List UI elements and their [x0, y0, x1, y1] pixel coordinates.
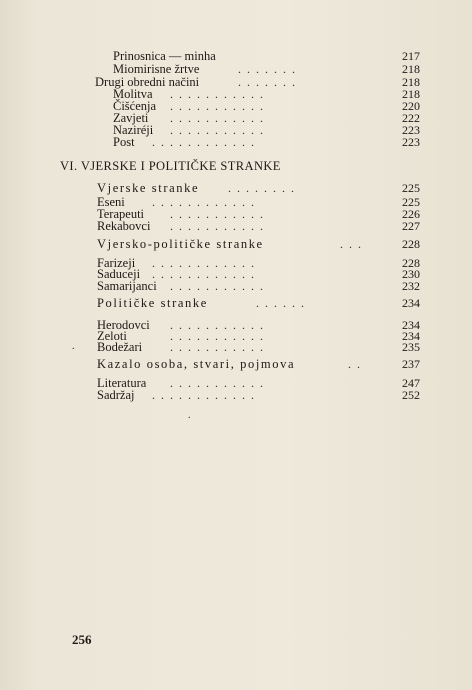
toc-entry-page: 225 — [402, 195, 420, 209]
toc-entry-page: 234 — [402, 329, 420, 343]
leader-dots: ............ — [152, 267, 260, 281]
leader-dots: ....... — [238, 62, 301, 76]
leader-dots: ........... — [170, 111, 269, 125]
toc-entry-label: Kazalo osoba, stvari, pojmova — [97, 357, 296, 371]
toc-entry — [0, 49, 472, 63]
page-number: 256 — [72, 632, 92, 647]
leader-dots: ........... — [170, 376, 269, 390]
toc-entry-label: Sadržaj — [97, 388, 135, 402]
toc-entry-label: Bodežari — [97, 340, 143, 354]
toc-entry-page: 235 — [402, 340, 420, 354]
toc-entry-page: 217 — [402, 49, 420, 63]
toc-entry-page: 230 — [402, 267, 420, 281]
leader-dots: ........... — [170, 329, 269, 343]
leader-dots: ........... — [170, 87, 269, 101]
toc-entry-label: Čišćenja — [113, 99, 157, 113]
leader-dots: ........... — [170, 219, 269, 233]
leader-dots: ............ — [152, 256, 260, 270]
toc-entry-page: 228 — [402, 237, 420, 251]
chapter-heading: VI. VJERSKE I POLITIČKE STRANKE — [60, 159, 281, 173]
toc-entry-page: 232 — [402, 279, 420, 293]
toc-entry-label: Političke stranke — [97, 296, 208, 310]
toc-entry-label: Zavjeti — [113, 111, 149, 125]
toc-section-heading — [0, 357, 472, 371]
toc-entry-page: 252 — [402, 388, 420, 402]
toc-entry — [0, 135, 472, 149]
leader-dots: ........... — [170, 99, 269, 113]
toc-entry-label: Drugi obredni načini — [95, 75, 200, 89]
toc-entry-label: Terapeuti — [97, 207, 145, 221]
leader-dots: ........... — [170, 123, 269, 137]
toc-section-heading — [0, 296, 472, 310]
leader-dots: ....... — [238, 75, 301, 89]
toc-entry — [0, 340, 472, 354]
leader-dots: ........... — [170, 279, 269, 293]
toc-entry-label: Zeloti — [97, 329, 127, 343]
toc-entry-label: Vjersko-političke stranke — [97, 237, 264, 251]
toc-entry-page: 226 — [402, 207, 420, 221]
toc-entry-page: 223 — [402, 123, 420, 137]
toc-entry-page: 222 — [402, 111, 420, 125]
toc-entry-page: 220 — [402, 99, 420, 113]
stray-mark: . — [188, 410, 191, 421]
leader-dots: ............ — [152, 135, 260, 149]
leader-dots: ............ — [152, 195, 260, 209]
leader-dots: .. — [348, 357, 366, 371]
leader-dots: ... — [340, 237, 367, 251]
toc-entry-label: Vjerske stranke — [97, 181, 200, 195]
toc-entry-page: 227 — [402, 219, 420, 233]
toc-entry-page: 218 — [402, 87, 420, 101]
toc-entry — [0, 279, 472, 293]
leader-dots: ........ — [228, 181, 300, 195]
leader-dots: ........... — [170, 340, 269, 354]
toc-entry-label: Post — [113, 135, 135, 149]
toc-entry — [0, 219, 472, 233]
toc-entry-page: 223 — [402, 135, 420, 149]
toc-entry-label: Eseni — [97, 195, 125, 209]
leader-dots: ............ — [152, 388, 260, 402]
toc-entry-label: Saduceji — [97, 267, 141, 281]
toc-entry-page: 225 — [402, 181, 420, 195]
toc-section-heading — [0, 237, 472, 251]
toc-entry — [0, 388, 472, 402]
toc-entry-page: 218 — [402, 62, 420, 76]
toc-entry-label: Molitva — [113, 87, 153, 101]
leader-dots: ........... — [170, 318, 269, 332]
stray-mark: . — [72, 341, 75, 352]
toc-section-heading — [0, 181, 472, 195]
toc-entry-label: Prinosnica — minha — [113, 49, 216, 63]
toc-entry-label: Miomirisne žrtve — [113, 62, 200, 76]
leader-dots: ........... — [170, 207, 269, 221]
toc-entry-label: Rekabovci — [97, 219, 151, 233]
toc-entry-label: Literatura — [97, 376, 147, 390]
leader-dots: ...... — [256, 296, 310, 310]
toc-entry-page: 218 — [402, 75, 420, 89]
toc-entry-label: Naziréji — [113, 123, 154, 137]
toc-entry-label: Herodovci — [97, 318, 150, 332]
toc-entry-page: 237 — [402, 357, 420, 371]
toc-entry-page: 234 — [402, 318, 420, 332]
toc-entry — [0, 62, 472, 76]
toc-entry-page: 228 — [402, 256, 420, 270]
toc-entry-page: 234 — [402, 296, 420, 310]
toc-entry-page: 247 — [402, 376, 420, 390]
toc-entry-label: Samarijanci — [97, 279, 157, 293]
toc-entry-label: Farizeji — [97, 256, 136, 270]
